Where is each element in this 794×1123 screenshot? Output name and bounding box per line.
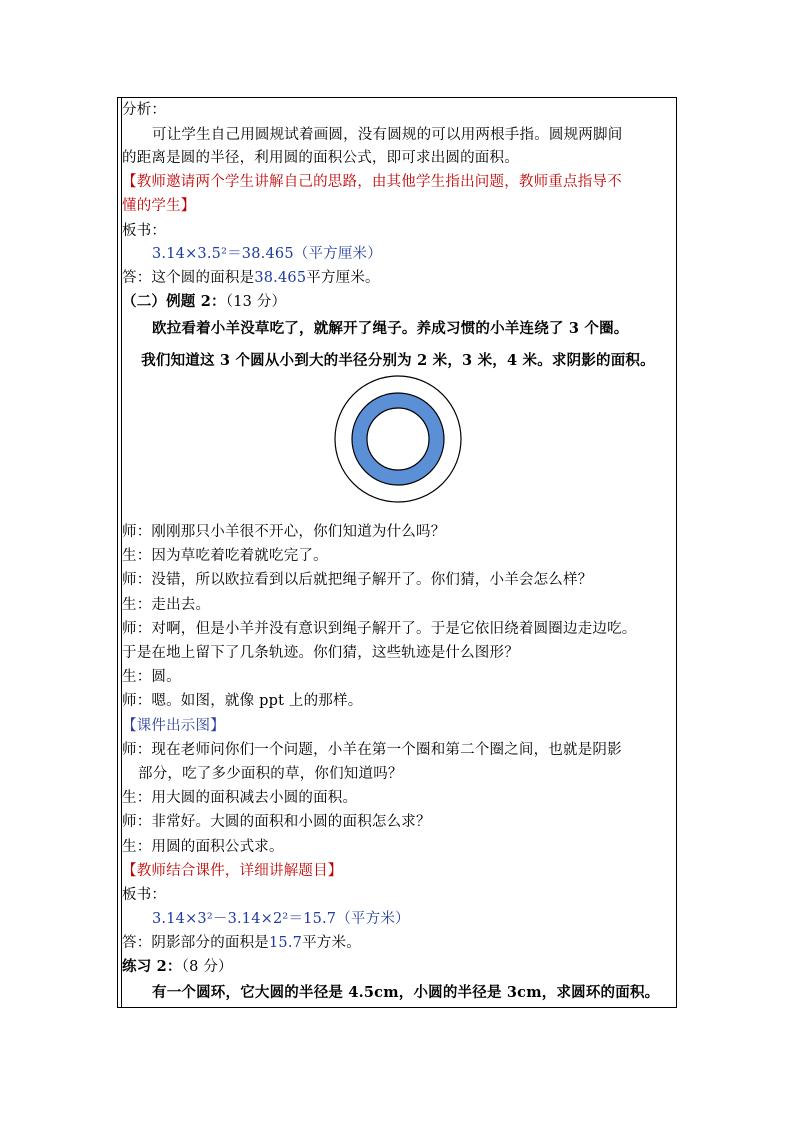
analysis-text-2: 的距离是圆的半径，利用圆的面积公式，即可求出圆的面积。 — [122, 150, 519, 166]
dialogue-2: 生：因为草吃着吃着就吃完了。 — [122, 548, 328, 564]
dialogue-7: 师：嗯。如图，就像 ppt 上的那样。 — [122, 693, 363, 709]
formula-1: 3.14×3.5²＝38.465（平方厘米） — [152, 246, 382, 262]
dialogue-10: 师：非常好。大圆的面积和小圆的面积怎么求？ — [122, 814, 431, 830]
dialogue-4: 生：走出去。 — [122, 597, 211, 613]
dialogue-8: 师：现在老师问你们一个问题，小羊在第一个圈和第二个圈之间，也就是阴影 — [122, 742, 622, 758]
teacher-note-2: 【教师结合课件，详细讲解题目】 — [122, 863, 343, 879]
board-label-2: 板书： — [122, 887, 167, 903]
answer-1-value: 38.465 — [254, 270, 307, 286]
exercise-2-text: 有一个圆环，它大圆的半径是 4.5cm，小圆的半径是 3cm，求圆环的面积。 — [152, 984, 660, 1001]
board-label-1: 板书： — [122, 223, 167, 239]
answer-2-value: 15.7 — [269, 935, 303, 951]
answer-1-prefix: 答：这个圆的面积是 — [122, 270, 255, 286]
answer-2-prefix: 答：阴影部分的面积是 — [122, 935, 269, 951]
answer-2 — [122, 932, 674, 954]
exercise-2-time: （8 分） — [181, 959, 233, 975]
answer-1-unit: 平方厘米。 — [306, 270, 380, 286]
dialogue-5-cont: 于是在地上留下了几条轨迹。你们猜，这些轨迹是什么图形？ — [122, 645, 519, 661]
dialogue-1: 师：刚刚那只小羊很不开心，你们知道为什么吗？ — [122, 524, 446, 540]
dialogue-8-cont: 部分，吃了多少面积的草，你们知道吗？ — [138, 766, 403, 782]
answer-2-unit: 平方米。 — [302, 935, 361, 951]
exercise-2-heading — [122, 956, 674, 978]
problem-text-2: 我们知道这 3 个圆从小到大的半径分别为 2 米，3 米，4 米。求阴影的面积。 — [141, 352, 655, 369]
example-2-heading — [122, 291, 674, 313]
teacher-note-1: 【教师邀请两个学生讲解自己的思路，由其他学生指出问题，教师重点指导不 — [122, 174, 622, 190]
example-2-title: （二）例题 2： — [122, 293, 226, 310]
formula-2: 3.14×3²－3.14×2²＝15.7（平方米） — [152, 911, 410, 927]
inner-circle — [367, 408, 429, 470]
answer-1 — [122, 267, 674, 289]
problem-text-1: 欧拉看着小羊没草吃了，就解开了绳子。养成习惯的小羊连绕了 3 个圈。 — [152, 320, 629, 337]
analysis-heading: 分析： — [122, 102, 167, 118]
dialogue-9: 生：用大圆的面积减去小圆的面积。 — [122, 790, 358, 806]
dialogue-6: 生：圆。 — [122, 669, 181, 685]
analysis-text-1: 可让学生自己用圆规试着画圆，没有圆规的可以用两根手指。圆规两脚间 — [152, 127, 623, 143]
teacher-note-1-cont: 懂的学生】 — [122, 198, 196, 214]
dialogue-5: 师：对啊，但是小羊并没有意识到绳子解开了。于是它依旧绕着圆圈边走边吃。 — [122, 621, 637, 637]
example-2-time: （13 分） — [225, 294, 287, 310]
dialogue-3: 师：没错，所以欧拉看到以后就把绳子解开了。你们猜，小羊会怎么样？ — [122, 572, 593, 588]
dialogue-11: 生：用圆的面积公式求。 — [122, 839, 284, 855]
courseware-note: 【课件出示图】 — [122, 718, 225, 734]
concentric-circles-figure — [333, 374, 463, 504]
exercise-2-title: 练习 2： — [122, 958, 182, 975]
